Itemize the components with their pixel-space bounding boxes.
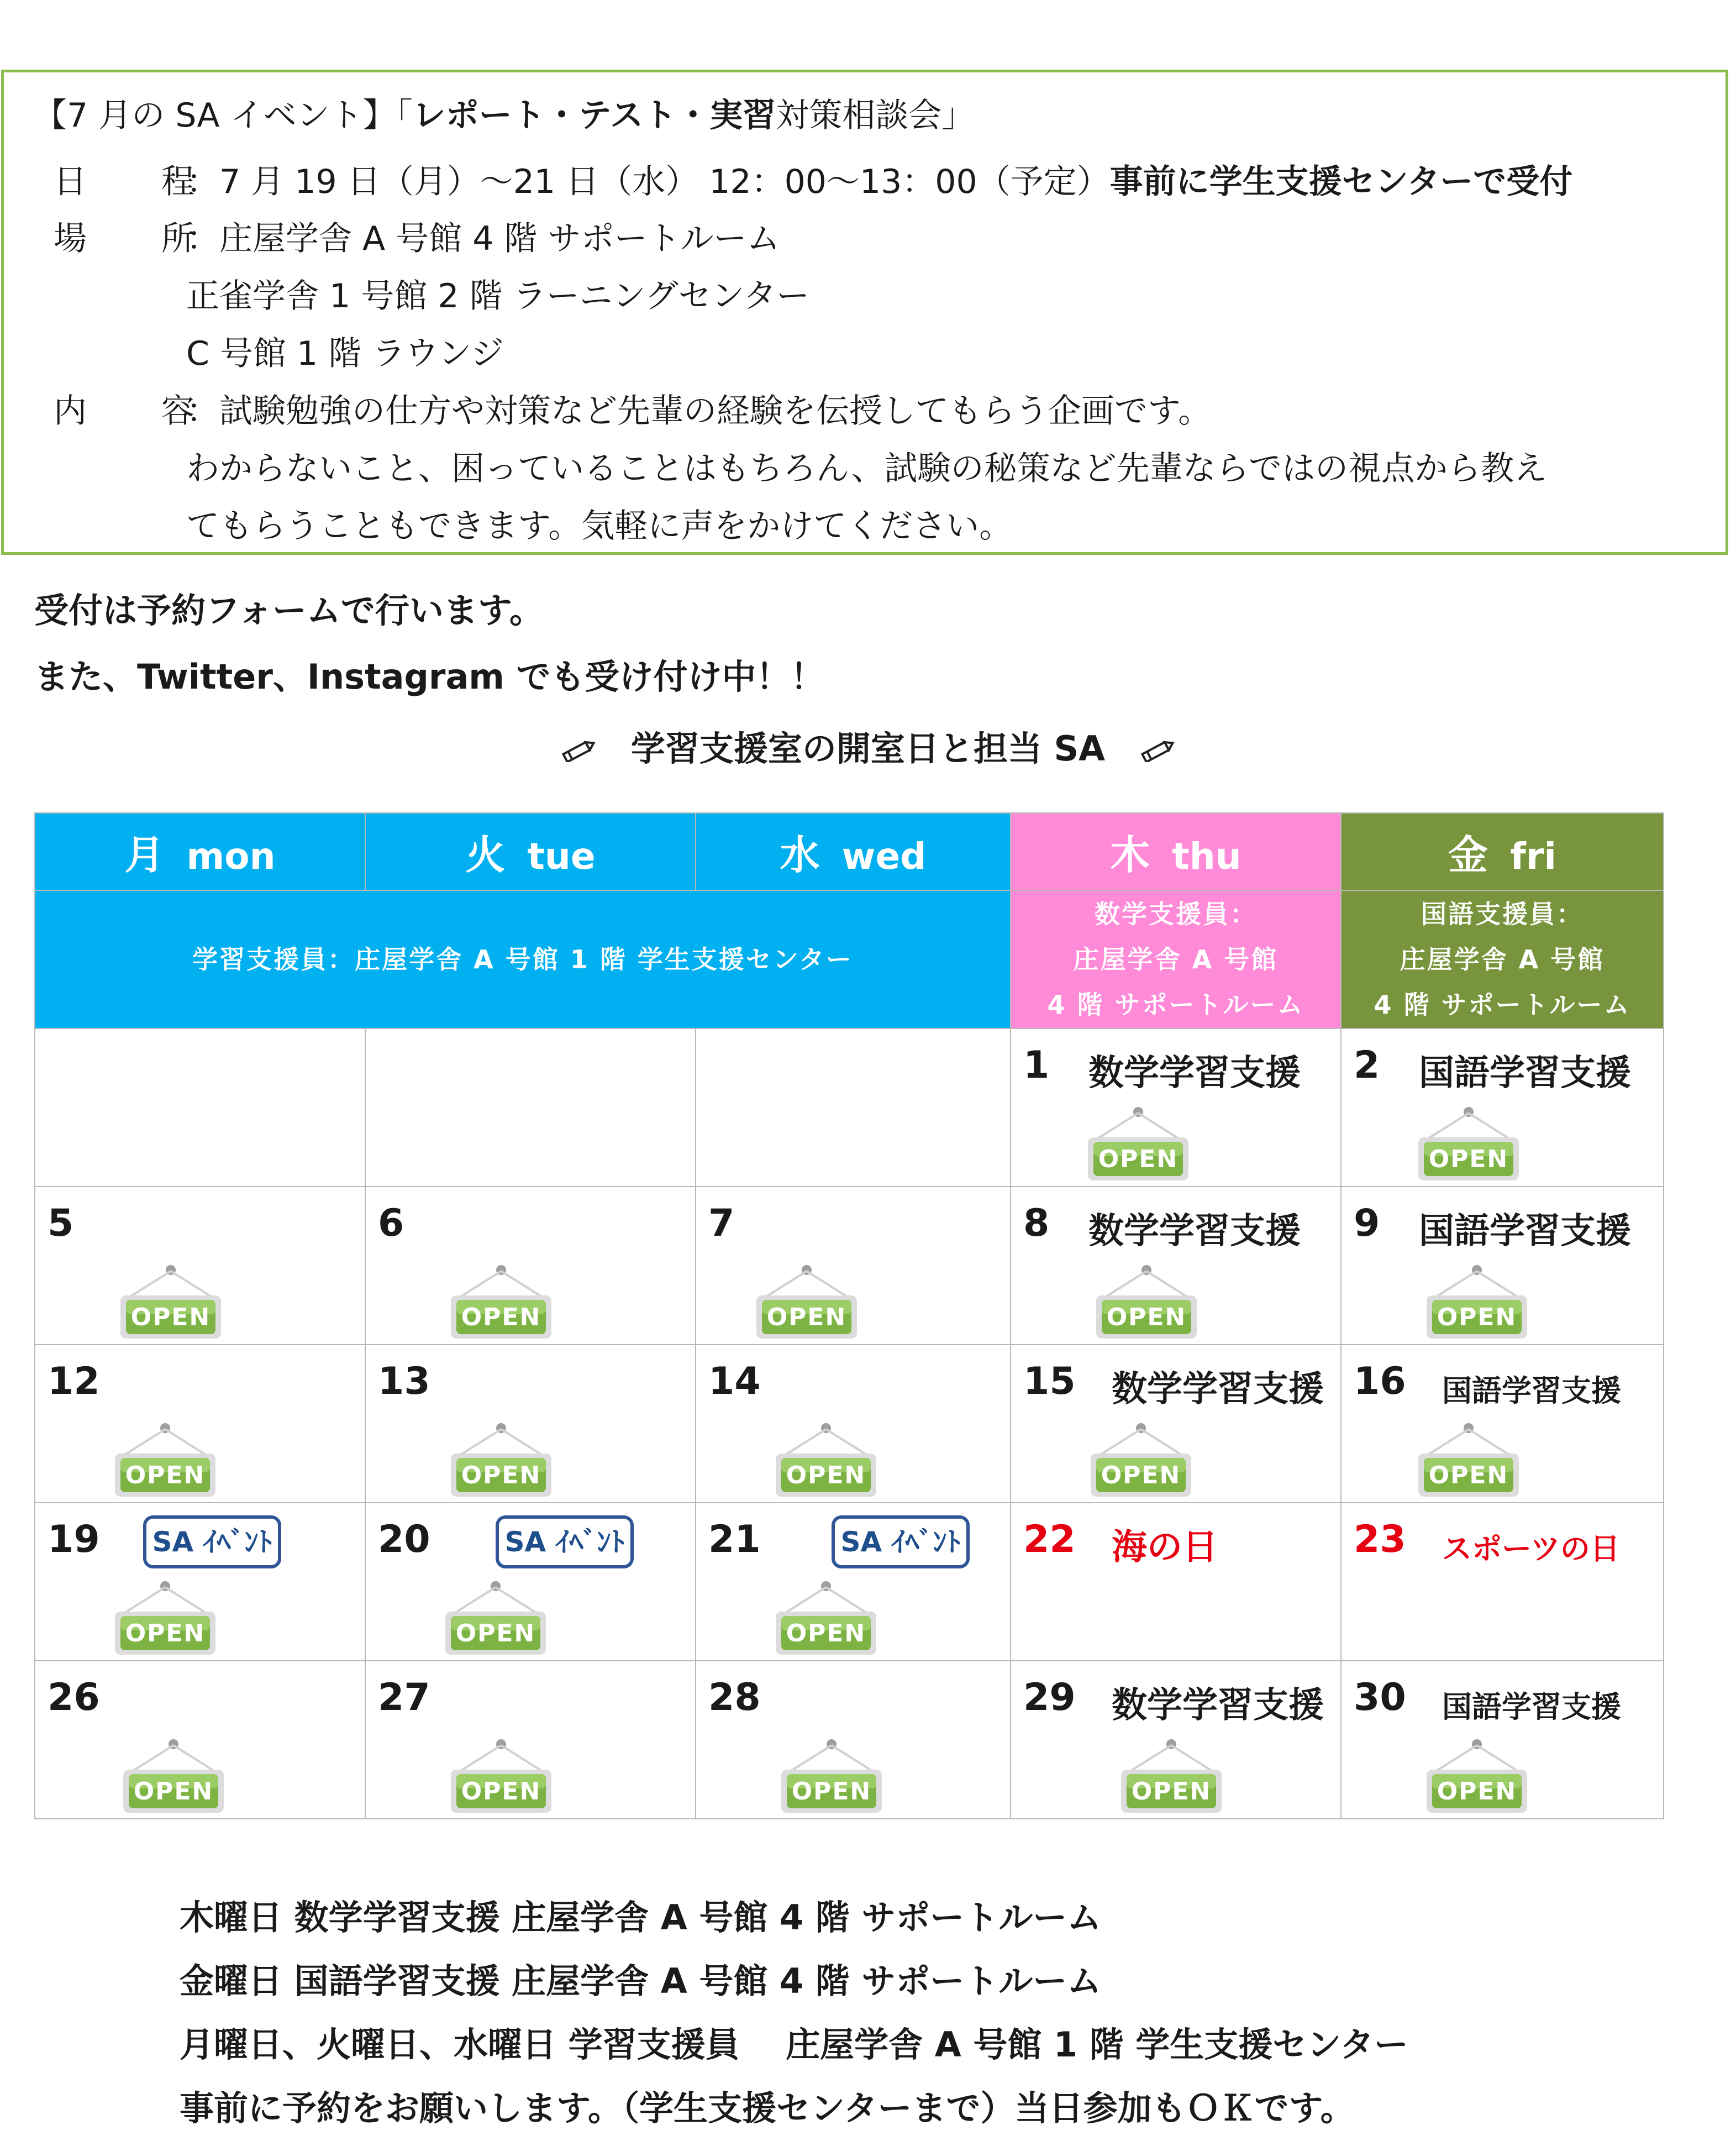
calendar-day-cell: [35, 1503, 365, 1661]
calendar-day-cell: [365, 1187, 696, 1345]
footer-reservation: 事前に予約をお願いします。（学生支援センターまで）当日参加もＯＫです。: [180, 2088, 1355, 2128]
staff-row: [35, 890, 1664, 1028]
support-label: 数学学習支援: [1112, 1685, 1324, 1726]
pencil-icon: [559, 740, 598, 762]
open-sign-icon: [1088, 1423, 1193, 1499]
calendar-day-cell: [1341, 1187, 1664, 1345]
day-number: 23: [1354, 1518, 1406, 1561]
open-sign-icon: [449, 1423, 554, 1499]
open-sign-text: OPEN: [1437, 1777, 1517, 1806]
open-sign-text: OPEN: [455, 1619, 536, 1647]
day-number: 26: [48, 1676, 100, 1719]
open-sign-text: OPEN: [1106, 1303, 1187, 1331]
calendar-day-cell: [1011, 1187, 1341, 1345]
calendar-day-cell: [365, 1345, 696, 1503]
open-sign-icon: [754, 1264, 859, 1341]
calendar-day-cell: [696, 1345, 1011, 1503]
footer-mtw: 月曜日、火曜日、水曜日 学習支援員 庄屋学舎 A 号館 1 階 学生支援センター: [180, 2024, 1408, 2065]
calendar-day-cell: [1011, 1345, 1341, 1503]
calendar-day-cell: [1341, 1028, 1664, 1187]
open-sign-text: OPEN: [786, 1461, 866, 1489]
calendar-day-cell: [1011, 1028, 1341, 1187]
event-place-line-3: C 号館 1 階 ラウンジ: [186, 334, 504, 373]
open-sign-text: OPEN: [461, 1303, 541, 1331]
day-number: 9: [1354, 1201, 1380, 1245]
open-sign-icon: [1119, 1739, 1224, 1815]
open-sign-icon: [449, 1264, 554, 1341]
calendar-day-cell: [35, 1345, 365, 1503]
calendar-day-cell: [696, 1661, 1011, 1819]
sa-event-badge: SA ｲﾍﾞﾝﾄ: [143, 1515, 281, 1568]
day-number: 27: [378, 1676, 430, 1719]
open-sign-icon: [449, 1739, 554, 1815]
open-sign-icon: [774, 1423, 878, 1499]
open-sign-icon: [774, 1581, 878, 1657]
holiday-label: スポーツの日: [1442, 1531, 1620, 1566]
day-number: 13: [378, 1360, 430, 1403]
open-sign-icon: [443, 1581, 548, 1657]
open-sign-text: OPEN: [786, 1619, 866, 1647]
day-number: 8: [1023, 1201, 1050, 1245]
support-label: 国語学習支援: [1419, 1211, 1631, 1252]
open-sign-text: OPEN: [1131, 1777, 1212, 1806]
open-sign-text: OPEN: [791, 1777, 872, 1806]
open-sign-icon: [1086, 1106, 1191, 1183]
calendar-title: 学習支援室の開室日と担当 SA: [0, 721, 1736, 770]
pencil-icon: [1138, 740, 1177, 762]
open-sign-icon: [1416, 1423, 1521, 1499]
open-sign-icon: [1424, 1264, 1529, 1341]
sa-event-badge: SA ｲﾍﾞﾝﾄ: [832, 1515, 970, 1568]
calendar-day-cell: [1011, 1661, 1341, 1819]
open-sign-text: OPEN: [1428, 1145, 1509, 1173]
weekday-mon: 月 mon: [35, 813, 365, 890]
open-sign-text: OPEN: [1437, 1303, 1517, 1331]
support-label: 数学学習支援: [1088, 1053, 1301, 1094]
calendar-empty-cell: [35, 1028, 365, 1187]
support-label: 数学学習支援: [1088, 1211, 1301, 1252]
weekday-thu: 木 thu: [1011, 813, 1341, 890]
open-sign-icon: [779, 1739, 884, 1815]
open-sign-text: OPEN: [1428, 1461, 1509, 1489]
calendar-day-cell: [365, 1661, 696, 1819]
event-place-line-2: 正雀学舎 1 号館 2 階 ラーニングセンター: [186, 277, 810, 316]
support-label: 数学学習支援: [1112, 1369, 1324, 1410]
support-label: 国語学習支援: [1442, 1373, 1621, 1408]
calendar-table: [34, 812, 1664, 1819]
calendar-day-cell: [365, 1503, 696, 1661]
holiday-label: 海の日: [1112, 1527, 1218, 1568]
open-sign-icon: [1424, 1739, 1529, 1815]
sa-event-badge: SA ｲﾍﾞﾝﾄ: [496, 1515, 634, 1568]
open-sign-text: OPEN: [125, 1619, 206, 1647]
open-sign-text: OPEN: [1101, 1461, 1181, 1489]
calendar-day-cell: [35, 1661, 365, 1819]
open-sign-text: OPEN: [461, 1461, 541, 1489]
open-sign-text: OPEN: [461, 1777, 541, 1806]
open-sign-icon: [118, 1264, 223, 1341]
day-number: 14: [708, 1360, 761, 1403]
staff-thu: 数学支援員： 庄屋学舎 A 号館 4 階 サポートルーム: [1011, 890, 1341, 1028]
day-number: 15: [1023, 1360, 1076, 1403]
staff-mtw: 学習支援員：庄屋学舎 A 号館 1 階 学生支援センター: [35, 890, 1011, 1028]
weekday-fri: 金 fri: [1341, 813, 1664, 890]
open-sign-icon: [121, 1739, 226, 1815]
calendar-day-cell: [1341, 1661, 1664, 1819]
calendar-day-cell: [35, 1187, 365, 1345]
footer-friday: 金曜日 国語学習支援 庄屋学舎 A 号館 4 階 サポートルーム: [180, 1961, 1102, 2001]
open-sign-icon: [1416, 1106, 1521, 1183]
open-sign-text: OPEN: [766, 1303, 847, 1331]
reservation-note: 受付は予約フォームで行います。: [34, 590, 544, 631]
day-number: 1: [1023, 1043, 1050, 1087]
open-sign-text: OPEN: [133, 1777, 214, 1806]
open-sign-text: OPEN: [130, 1303, 211, 1331]
day-number: 7: [708, 1201, 735, 1245]
calendar-week-row: [35, 1503, 1664, 1661]
day-number: 20: [378, 1518, 430, 1561]
event-title: 【7 月の SA イベント】「レポート・テスト・実習対策相談会」: [34, 96, 975, 135]
calendar-day-cell: [696, 1187, 1011, 1345]
calendar-day-cell: [1341, 1345, 1664, 1503]
calendar-week-row: [35, 1028, 1664, 1187]
open-sign-icon: [113, 1423, 218, 1499]
calendar-week-row: [35, 1187, 1664, 1345]
open-sign-text: OPEN: [1098, 1145, 1179, 1173]
day-number: 22: [1023, 1518, 1076, 1561]
day-number: 12: [48, 1360, 100, 1403]
day-number: 6: [378, 1201, 404, 1245]
calendar-week-row: [35, 1345, 1664, 1503]
calendar-day-cell: [1341, 1503, 1664, 1661]
weekday-tue: 火 tue: [365, 813, 696, 890]
support-label: 国語学習支援: [1442, 1689, 1621, 1724]
weekday-header-row: [35, 813, 1664, 890]
event-content-line-2: わからないこと、困っていることはもちろん、試験の秘策など先輩ならではの視点から教え: [186, 449, 1547, 488]
support-label: 国語学習支援: [1419, 1053, 1631, 1094]
calendar-day-cell: [696, 1503, 1011, 1661]
calendar-empty-cell: [365, 1028, 696, 1187]
event-info-box: 【7 月の SA イベント】「レポート・テスト・実習対策相談会」 日 程 ：7 月 19 日（月）～21 日（水） 12：00～13：00（予定）事前に学生支援センターで受付 場 所 ：庄屋学舎 A 号館 4 階 サポートルーム 正雀学舎 1 号館 2 階 ラーニングセンター C 号館 1 階 ラウンジ 内 容 ：試験勉強の仕方や対策など先輩の経験を伝授してもらう企画です。 わからないこと、困っていることはもちろん、試験の秘策など先輩ならではの視点から教え てもらうこともできます。気軽に声をかけてください。: [1, 70, 1728, 555]
day-number: 19: [48, 1518, 100, 1561]
open-sign-text: OPEN: [125, 1461, 206, 1489]
staff-fri: 国語支援員： 庄屋学舎 A 号館 4 階 サポートルーム: [1341, 890, 1664, 1028]
day-number: 30: [1354, 1676, 1406, 1719]
calendar-week-row: [35, 1661, 1664, 1819]
day-number: 2: [1354, 1043, 1380, 1087]
open-sign-icon: [1094, 1264, 1199, 1341]
sns-note: また、Twitter、Instagram でも受け付け中！！: [34, 657, 825, 697]
event-content-line-3: てもらうこともできます。気軽に声をかけてください。: [186, 507, 1013, 545]
day-number: 5: [48, 1201, 74, 1245]
footer-thursday: 木曜日 数学学習支援 庄屋学舎 A 号館 4 階 サポートルーム: [180, 1897, 1102, 1938]
weekday-wed: 水 wed: [696, 813, 1011, 890]
day-number: 16: [1354, 1360, 1406, 1403]
day-number: 21: [708, 1518, 761, 1561]
calendar-day-cell: [1011, 1503, 1341, 1661]
day-number: 29: [1023, 1676, 1076, 1719]
day-number: 28: [708, 1676, 761, 1719]
open-sign-icon: [113, 1581, 218, 1657]
calendar-empty-cell: [696, 1028, 1011, 1187]
